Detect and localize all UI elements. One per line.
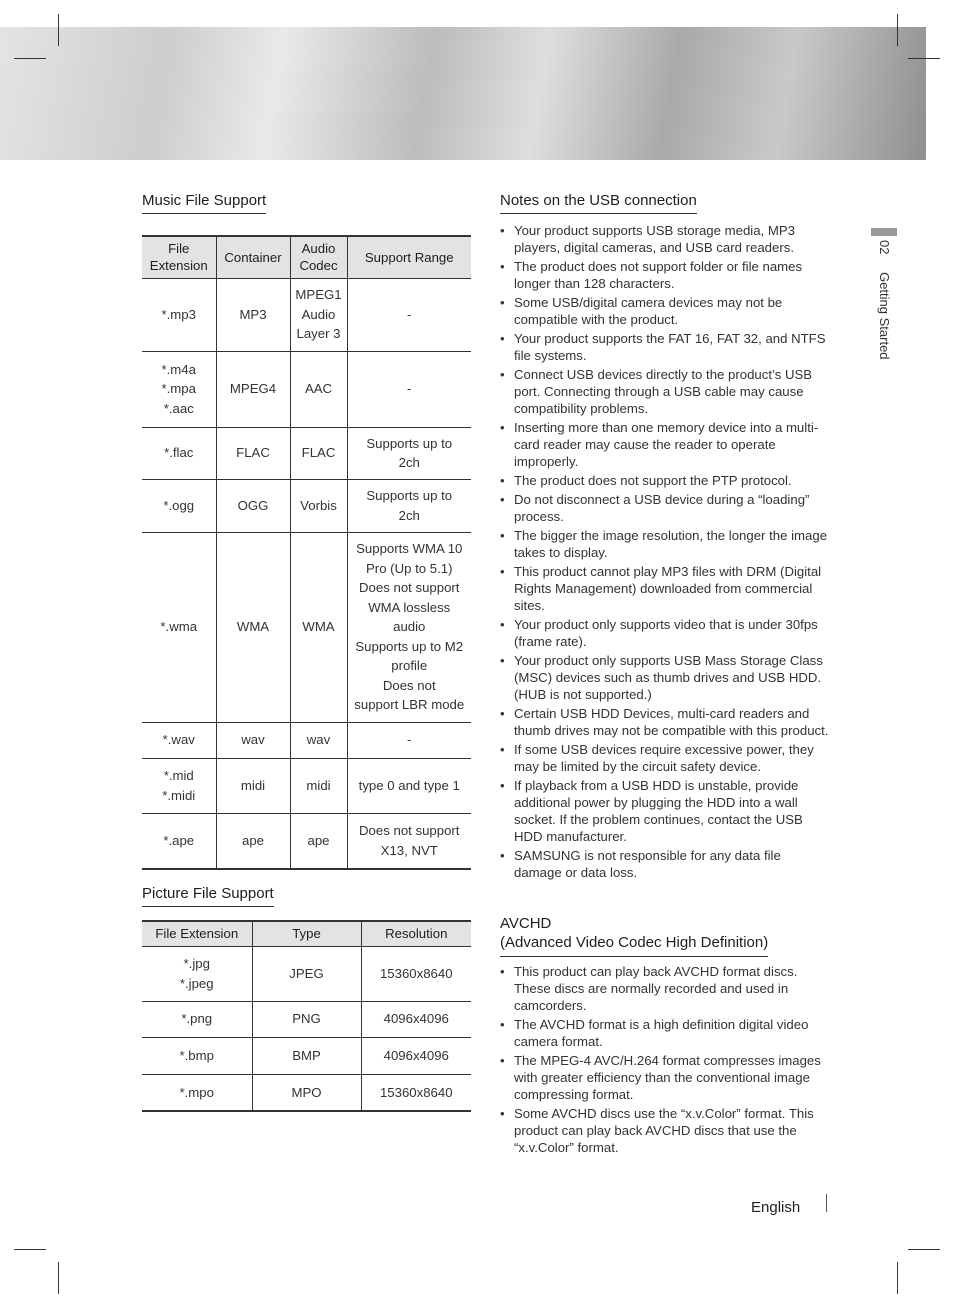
table-cell: Does not support X13, NVT — [347, 813, 471, 869]
table-cell: Supports WMA 10 Pro (Up to 5.1) Does not support WMA lossless audio Supports up to M2 profile Does not support LBR mode — [347, 532, 471, 722]
table-row — [142, 1001, 471, 1037]
table-row — [142, 351, 471, 427]
table-header-row — [142, 236, 471, 278]
table-cell: wav — [290, 722, 347, 758]
table-cell: *.mid *.midi — [142, 758, 216, 813]
table-cell: *.mpo — [142, 1074, 252, 1111]
column-header: Audio Codec — [290, 236, 347, 278]
table-cell: FLAC — [216, 427, 290, 479]
table-cell: *.png — [142, 1001, 252, 1037]
table-row — [142, 813, 471, 869]
column-header: Type — [252, 921, 361, 946]
table-cell: *.m4a *.mpa *.aac — [142, 351, 216, 427]
table-cell: midi — [290, 758, 347, 813]
table-cell: *.ape — [142, 813, 216, 869]
usb-section-title: Notes on the USB connection — [500, 192, 697, 214]
crop-mark — [897, 14, 898, 46]
table-cell: Supports up to 2ch — [347, 427, 471, 479]
avchd-title-line: AVCHD — [500, 915, 552, 932]
table-row — [142, 278, 471, 351]
table-cell: - — [347, 351, 471, 427]
table-row — [142, 946, 471, 1001]
table-cell: *.jpg *.jpeg — [142, 946, 252, 1001]
usb-note-item: • SAMSUNG is not responsible for any data file damage or data loss. — [500, 847, 830, 881]
table-cell: 15360x8640 — [361, 946, 471, 1001]
table-cell: wav — [216, 722, 290, 758]
usb-note-item: • Your product only supports video that is under 30fps (frame rate). — [500, 616, 830, 650]
music-section-title: Music File Support — [142, 192, 266, 214]
table-cell: OGG — [216, 479, 290, 532]
usb-note-item: • Your product supports USB storage media, MP3 players, digital cameras, and USB card readers. — [500, 222, 830, 256]
table-cell: MPEG4 — [216, 351, 290, 427]
table-cell: AAC — [290, 351, 347, 427]
crop-mark — [58, 1262, 59, 1294]
avchd-note-item: • Some AVCHD discs use the “x.v.Color” format. This product can play back AVCHD discs that use the “x.v.Color” format. — [500, 1105, 830, 1156]
column-header: File Extension — [142, 236, 216, 278]
crop-mark — [14, 58, 46, 59]
crop-mark — [897, 1262, 898, 1294]
usb-note-item: • If some USB devices require excessive power, they may be limited by the circuit safety device. — [500, 741, 830, 775]
picture-section-title: Picture File Support — [142, 885, 274, 907]
table-cell: ape — [216, 813, 290, 869]
header-banner — [0, 27, 926, 160]
table-cell: - — [347, 278, 471, 351]
table-cell: ape — [290, 813, 347, 869]
table-cell: *.ogg — [142, 479, 216, 532]
chapter-title: Getting Started — [877, 272, 892, 360]
table-cell: PNG — [252, 1001, 361, 1037]
usb-note-item: • Your product supports the FAT 16, FAT 32, and NTFS file systems. — [500, 330, 830, 364]
crop-mark — [908, 58, 940, 59]
table-cell: 4096x4096 — [361, 1037, 471, 1074]
column-header: Resolution — [361, 921, 471, 946]
table-cell: *.bmp — [142, 1037, 252, 1074]
table-cell: JPEG — [252, 946, 361, 1001]
table-cell: WMA — [216, 532, 290, 722]
usb-note-item: • The product does not support the PTP protocol. — [500, 472, 830, 489]
chapter-number: 02 — [877, 240, 892, 255]
page-language-label: English — [751, 1199, 801, 1216]
crop-mark — [14, 1249, 46, 1250]
usb-note-item: • This product cannot play MP3 files with DRM (Digital Rights Management) downloaded from commercial sites. — [500, 563, 830, 614]
table-cell: MPEG1 Audio Layer 3 — [290, 278, 347, 351]
page-number-divider — [826, 1194, 827, 1212]
table-row — [142, 758, 471, 813]
avchd-note-item: • The MPEG-4 AVC/H.264 format compresses images with greater efficiency than the conventional image compressing format. — [500, 1052, 830, 1103]
table-cell: type 0 and type 1 — [347, 758, 471, 813]
usb-note-item: • Connect USB devices directly to the product’s USB port. Connecting through a USB cable may cause compatibility problems. — [500, 366, 830, 417]
usb-note-item: • Inserting more than one memory device into a multi-card reader may cause the reader to operate improperly. — [500, 419, 830, 470]
usb-notes-list — [500, 222, 830, 883]
chapter-tab-marker — [871, 228, 897, 236]
usb-note-item: • The bigger the image resolution, the longer the image takes to display. — [500, 527, 830, 561]
table-cell: WMA — [290, 532, 347, 722]
table-row — [142, 479, 471, 532]
table-cell: Supports up to 2ch — [347, 479, 471, 532]
table-row — [142, 722, 471, 758]
usb-note-item: • Some USB/digital camera devices may not be compatible with the product. — [500, 294, 830, 328]
chapter-label — [877, 240, 892, 360]
table-cell: Vorbis — [290, 479, 347, 532]
usb-note-item: • Certain USB HDD Devices, multi-card readers and thumb drives may not be compatible with this product. — [500, 705, 830, 739]
table-cell: *.flac — [142, 427, 216, 479]
table-cell: FLAC — [290, 427, 347, 479]
table-cell: *.wma — [142, 532, 216, 722]
usb-note-item: • Your product only supports USB Mass Storage Class (MSC) devices such as thumb drives and USB HDD. (HUB is not supported.) — [500, 652, 830, 703]
avchd-notes-list — [500, 963, 830, 1158]
usb-note-item: • Do not disconnect a USB device during a “loading” process. — [500, 491, 830, 525]
avchd-section-title — [500, 914, 768, 957]
usb-note-item: • The product does not support folder or file names longer than 128 characters. — [500, 258, 830, 292]
table-cell: MP3 — [216, 278, 290, 351]
table-cell: 4096x4096 — [361, 1001, 471, 1037]
table-cell: *.wav — [142, 722, 216, 758]
table-row — [142, 532, 471, 722]
table-cell: MPO — [252, 1074, 361, 1111]
table-cell: *.mp3 — [142, 278, 216, 351]
column-header: Container — [216, 236, 290, 278]
usb-note-item: • If playback from a USB HDD is unstable, provide additional power by plugging the HDD into a wall socket. If the problem continues, contact the USB HDD manufacturer. — [500, 777, 830, 845]
table-row — [142, 1037, 471, 1074]
picture-support-table — [142, 920, 471, 1112]
music-support-table — [142, 235, 471, 870]
column-header: Support Range — [347, 236, 471, 278]
table-header-row — [142, 921, 471, 946]
avchd-note-item: • The AVCHD format is a high definition digital video camera format. — [500, 1016, 830, 1050]
avchd-title-line: (Advanced Video Codec High Definition) — [500, 934, 769, 951]
column-header: File Extension — [142, 921, 252, 946]
crop-mark — [908, 1249, 940, 1250]
table-cell: 15360x8640 — [361, 1074, 471, 1111]
avchd-note-item: • This product can play back AVCHD format discs. These discs are normally recorded and used in camcorders. — [500, 963, 830, 1014]
table-cell: midi — [216, 758, 290, 813]
table-row — [142, 1074, 471, 1111]
table-cell: BMP — [252, 1037, 361, 1074]
table-row — [142, 427, 471, 479]
table-cell: - — [347, 722, 471, 758]
crop-mark — [58, 14, 59, 46]
